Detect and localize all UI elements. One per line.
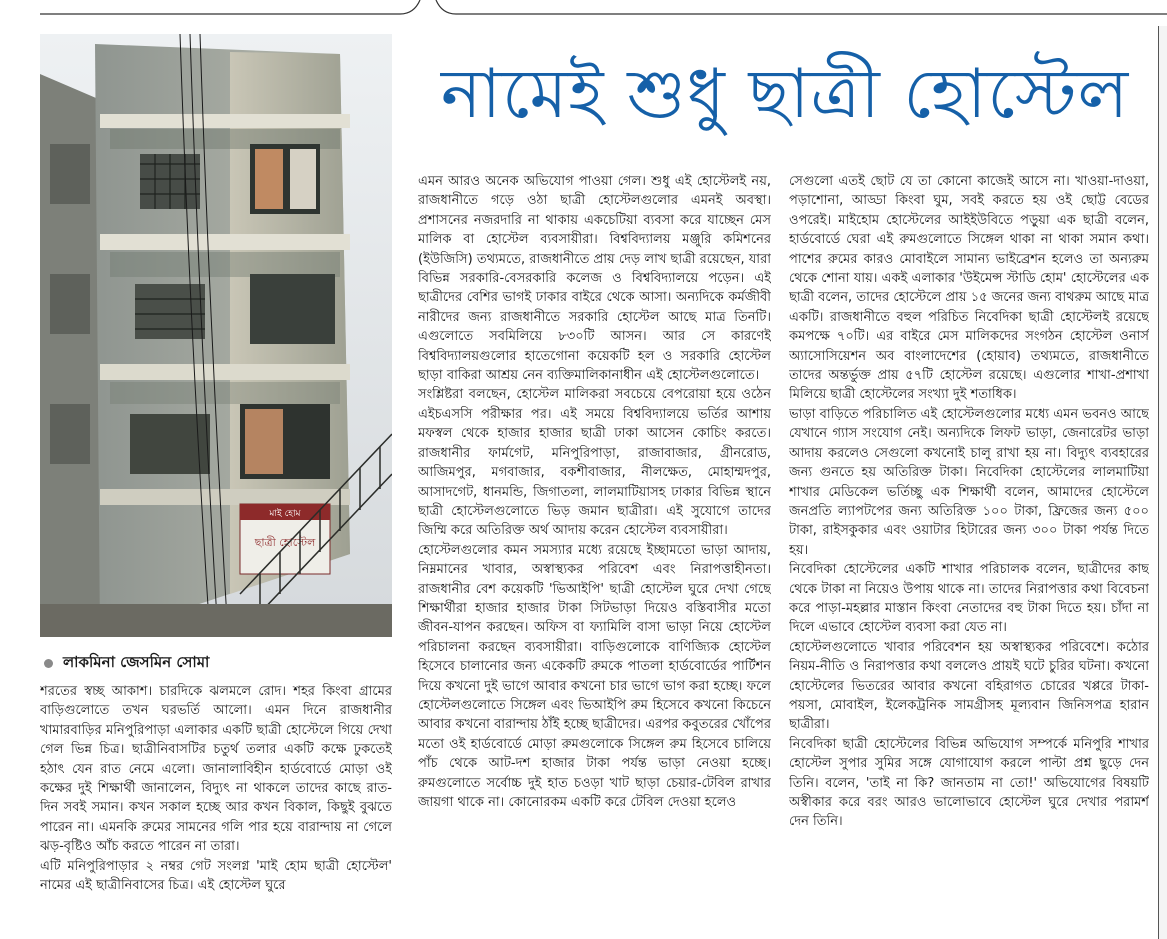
bullet-icon [44, 659, 53, 668]
paragraph: এটি মনিপুরিপাড়ার ২ নম্বর গেট সংলগ্ন 'মাই হোম ছাত্রী হোস্টেল' নামের এই ছাত্রীনিবাসের চিত্র। এই হোস্টেল ঘুরে [40, 858, 392, 894]
paragraph: ভাড়া বাড়িতে পরিচালিত এই হোস্টেলগুলোর মধ্যে এমন ভবনও আছে যেখানে গ্যাস সংযোগ নেই। অন্যদিকে লিফট ভাড়া, জেনারেটর ভাড়া আদায় করলেও সেগুলো কখনোই চালু রাখা হয় না। বিদ্যুৎ ব্যবহারের জন্য গুনতে হয় অতিরিক্ত টাকা। নিবেদিকা হোস্টেলের লালমাটিয়া শাখার মেডিকেল ভর্তিচ্ছু এক শিক্ষার্থী বলেন, আমাদের হোস্টেলে জনপ্রতি ল্যাপটপের জন্য অতিরিক্ত ১০০ টাকা, ফ্রিজের জন্য ৫০০ টাকা, রাইসকুকার এবং ওয়াটার হিটারের জন্য ৩০০ টাকা পর্যন্ত দিতে হয়। [789, 406, 1149, 558]
page-frame-top [0, 0, 1167, 16]
paragraph: সংশ্লিষ্টরা বলছেন, হোস্টেল মালিকরা সবচেয়ে বেপরোয়া হয়ে ওঠেন এইচএসসি পরীক্ষার পর। এই সময়ে বিশ্ববিদ্যালয়ে ভর্তির আশায় মফস্বল থেকে হাজার হাজার ছাত্রী ঢাকা আসেন কোচিং করতে। রাজধানীর ফার্মগেট, মনিপুরিপাড়া, রাজাবাজার, গ্রীনরোড, আজিমপুর, মগবাজার, বকশীবাজার, নীলক্ষেত, মোহাম্মদপুর, আসাদগেট, ধানমন্ডি, জিগাতলা, লালমাটিয়াসহ ঢাকার বিভিন্ন স্থানে ছাত্রী হোস্টেলগুলোতে ভিড় জমান ছাত্রীরা। এই সুযোগে তাদের জিম্মি করে অতিরিক্ত অর্থ আদায় করেন হোস্টেল ব্যবসায়ীরা। [418, 387, 771, 539]
paragraph: নিবেদিকা হোস্টেলের একটি শাখার পরিচালক বলেন, ছাত্রীদের কাছ থেকে টাকা না নিয়েও উপায় থাকে না। তাদের নিরাপত্তার কথা বিবেচনা করে পাড়া-মহল্লার মাস্তান কিংবা নেতাদের বহু টাকা দিতে হয়। চাঁদা না দিলে এভাবে হোস্টেল ব্যবসা করা যেত না। [789, 562, 1149, 636]
article-column-2 [418, 172, 771, 939]
author-name: লাকমিনা জেসমিন সোমা [63, 652, 210, 671]
article-column-1 [40, 682, 392, 939]
paragraph: হোস্টেলগুলোর কমন সমস্যার মধ্যে রয়েছে ইচ্ছামতো ভাড়া আদায়, নিম্নমানের খাবার, অস্বাস্থ্যকর পরিবেশ এবং নিরাপত্তাহীনতা। রাজধানীর বেশ কয়েকটি 'ভিআইপি' ছাত্রী হোস্টেল ঘুরে দেখা গেছে শিক্ষার্থীরা হাজার হাজার টাকা সিটভাড়া দিয়েও বস্তিবাসীর মতো জীবন-যাপন করছেন। অফিস বা ফ্যামিলি বাসা ভাড়া নিয়ে হোস্টেল পরিচালনা করছেন ব্যবসায়ীরা। বাড়িগুলোকে বাণিজ্যিক হোস্টেল হিসেবে চালানোর জন্য একেকটি রুমকে পাতলা হার্ডবোর্ডের পার্টিশন দিয়ে কখনো দুই ভাগে আবার কখনো চার ভাগে ভাগ করা হচ্ছে। ফলে হোস্টেলগুলোতে সিঙ্গেল এবং ভিআইপি রুম হিসেবে কখনো কিচেনে আবার কখনো বারান্দায় ঠাঁই হচ্ছে ছাত্রীদের। এরপর কবুতরের খোঁপের মতো ওই হার্ডবোর্ডে মোড়া রুমগুলোকে সিঙ্গেল রুম হিসেবে চালিয়ে পাঁচ থেকে আট-দশ হাজার টাকা পর্যন্ত ভাড়া নেওয়া হচ্ছে। রুমগুলোতে সর্বোচ্চ দুই হাত চওড়া খাট ছাড়া চেয়ার-টেবিল রাখার জায়গা থাকে না। কোনোরকম একটি করে টেবিল দেওয়া হলেও [418, 542, 771, 810]
hostel-building-photo [40, 34, 392, 637]
paragraph: নিবেদিকা ছাত্রী হোস্টেলের বিভিন্ন অভিযোগ সম্পর্কে মনিপুরি শাখার হোস্টেল সুপার সুমির সঙ্গে যোগাযোগ করলে পাল্টা প্রশ্ন ছুড়ে দেন তিনি। বলেন, 'তাই না কি? জানতাম না তো!' অভিযোগের বিষয়টি অস্বীকার করে বরং আরও ভালোভাবে হোস্টেল ঘুরে দেখার পরামর্শ দেন তিনি। [789, 736, 1149, 830]
paragraph: এমন আরও অনেক অভিযোগ পাওয়া গেল। শুধু এই হোস্টেলই নয়, রাজধানীতে গড়ে ওঠা ছাত্রী হোস্টেলগুলোর এমনই অবস্থা। প্রশাসনের নজরদারি না থাকায় একচেটিয়া ব্যবসা করে যাচ্ছেন মেস মালিক বা হোস্টেল ব্যবসায়ীরা। বিশ্ববিদ্যালয় মঞ্জুরি কমিশনের (ইউজিসি) তথ্যমতে, রাজধানীতে প্রায় দেড় লাখ ছাত্রী রয়েছেন, যারা বিভিন্ন সরকারি-বেসরকারি কলেজ ও বিশ্ববিদ্যালয়ে পড়েন। এই ছাত্রীদের বেশির ভাগই ঢাকার বাইরে থেকে আসা। অন্যদিকে কর্মজীবী নারীদের জন্য রাজধানীতে সরকারি হোস্টেল আছে মাত্র তিনটি। এগুলোতে সবমিলিয়ে ৮৩০টি আসন। আর সে কারণেই বিশ্ববিদ্যালয়গুলোর হাতেগোনা কয়েকটি হল ও সরকারি হোস্টেল ছাড়া বাকিরা আশ্রয় নেন ব্যক্তিমালিকানাধীন এই হোস্টেলগুলোতে। [418, 174, 771, 384]
paragraph: হোস্টেলগুলোতে খাবার পরিবেশন হয় অস্বাস্থ্যকর পরিবেশে। কঠোর নিয়ম-নীতি ও নিরাপত্তার কথা বললেও প্রায়ই ঘটে চুরির ঘটনা। কখনো হোস্টেলের ভিতরের আবার কখনো বহিরাগত চোরের খপ্পরে টাকা-পয়সা, মোবাইল, ইলেকট্রনিক সামগ্রীসহ মূল্যবান জিনিসপত্র হারান ছাত্রীরা। [789, 639, 1149, 733]
article-column-3 [789, 172, 1149, 939]
signboard-subtitle: ছাত্রী হোস্টেল [254, 536, 316, 549]
page-edge [1158, 26, 1167, 939]
headline: নামেই শুধু ছাত্রী হোস্টেল [440, 55, 1130, 134]
paragraph: শরতের স্বচ্ছ আকাশ। চারদিকে ঝলমলে রোদ। শহর কিংবা গ্রামের বাড়িগুলোতে তখন ঘরভর্তি আলো। এমন দিনে রাজধানীর খামারবাড়ির মনিপুরিপাড়া এলাকার একটি ছাত্রী হোস্টেলে গিয়ে দেখা গেল ভিন্ন চিত্র। ছাত্রীনিবাসটির চতুর্থ তলার একটি কক্ষে ঢুকতেই হঠাৎ যেন রাত নেমে এলো। জানালাবিহীন হার্ডবোর্ডে মোড়া ওই কক্ষের দুই শিক্ষার্থী জানালেন, বিদ্যুৎ না থাকলে তাদের কাছে রাত-দিন সবই সমান। কখন সকাল হচ্ছে আর কখন বিকাল, কিছুই বুঝতে পারেন না। এমনকি রুমের সামনের গলি পার হয়ে বারান্দায় না গেলে ঝড়-বৃষ্টিও আঁচ করতে পারেন না তারা। [40, 684, 392, 855]
signboard-title: মাই হোম [269, 509, 301, 519]
paragraph: সেগুলো এতই ছোট যে তা কোনো কাজেই আসে না। খাওয়া-দাওয়া, পড়াশোনা, আড্ডা কিংবা ঘুম, সবই করতে হয় ওই ছোট্ট বেডের ওপরেই। মাইহোম হোস্টেলের আইইউবিতে পড়ুয়া এক ছাত্রী বলেন, হার্ডবোর্ডে ঘেরা এই রুমগুলোতে সিঙ্গেল থাকা না থাকা সমান কথা। পাশের রুমের কারও মোবাইলে সামান্য ভাইব্রেশন হলেও তা অন্যরুম থেকে শোনা যায়। একই এলাকার 'উইমেন্স স্টাডি হোম' হোস্টেলের এক ছাত্রী বলেন, তাদের হোস্টেলে প্রায় ১৫ জনের জন্য বাথরুম আছে মাত্র একটি। রাজধানীতে বহুল পরিচিত নিবেদিকা ছাত্রী হোস্টেলই রয়েছে কমপক্ষে ৭০টি। এর বাইরে মেস মালিকদের সংগঠন হোস্টেল ওনার্স অ্যাসোসিয়েশন অব বাংলাদেশের (হোয়াব) তথ্যমতে, রাজধানীতে তাদের অন্তর্ভুক্ত প্রায় ৫৭টি হোস্টেল রয়েছে। এগুলোর শাখা-প্রশাখা মিলিয়ে ছাত্রী হোস্টেলের সংখ্যা দুই শতাধিক। [789, 174, 1149, 403]
byline [44, 652, 394, 674]
